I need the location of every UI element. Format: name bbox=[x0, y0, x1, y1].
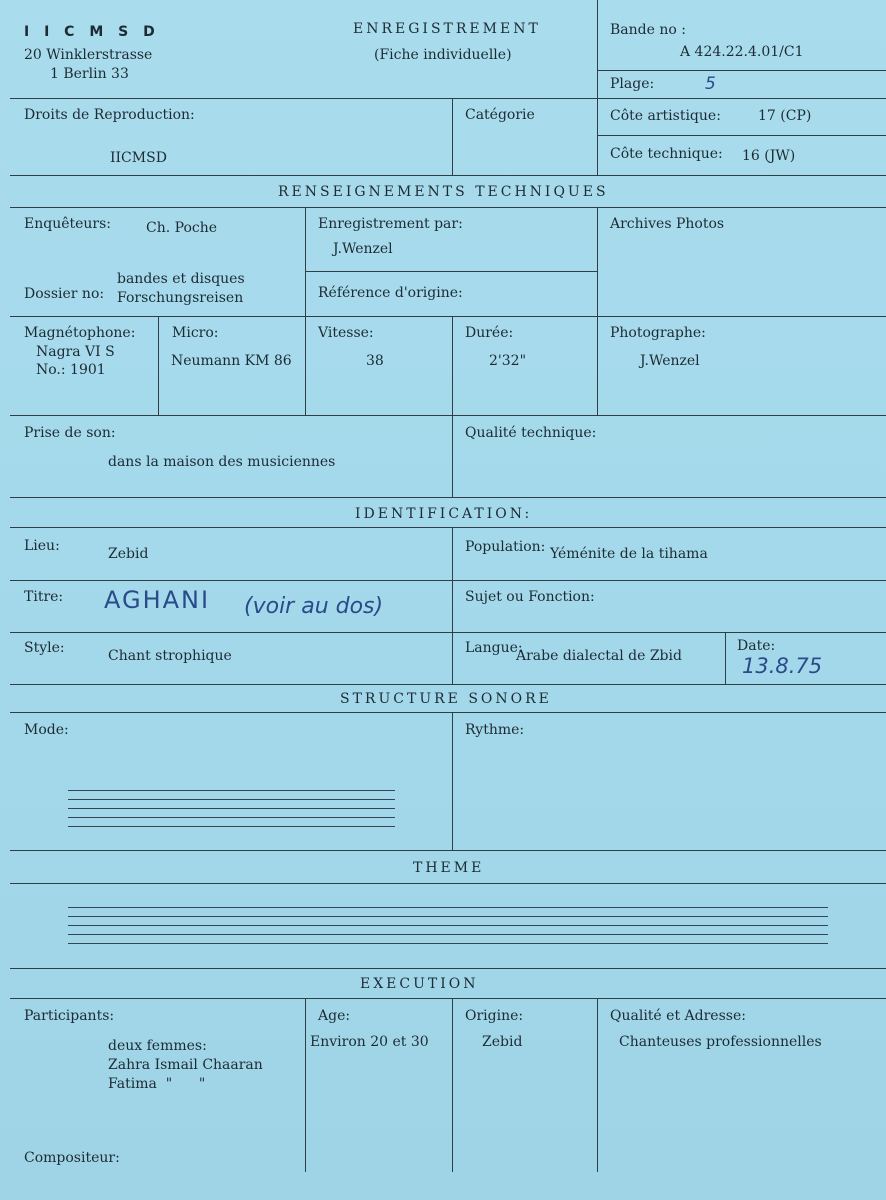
titre-value: AGHANI bbox=[104, 586, 211, 614]
photographe-value: J.Wenzel bbox=[640, 353, 700, 369]
cote-technique-label: Côte technique: bbox=[610, 146, 723, 162]
org-street: 20 Winklerstrasse bbox=[24, 47, 153, 63]
duree-label: Durée: bbox=[465, 325, 514, 341]
population-value: Yéménite de la tihama bbox=[550, 546, 708, 562]
section-theme: THEME bbox=[413, 860, 485, 876]
lieu-value: Zebid bbox=[108, 546, 149, 562]
vitesse-label: Vitesse: bbox=[318, 325, 374, 341]
staff-line bbox=[68, 808, 395, 809]
divider bbox=[10, 415, 886, 416]
section-structure: STRUCTURE SONORE bbox=[340, 691, 552, 707]
micro-value: Neumann KM 86 bbox=[171, 353, 292, 369]
divider bbox=[597, 0, 598, 175]
form-title: ENREGISTREMENT bbox=[353, 21, 541, 37]
org-name: I I C M S D bbox=[24, 24, 160, 40]
bande-value: A 424.22.4.01/C1 bbox=[680, 44, 804, 60]
staff-line bbox=[68, 916, 828, 917]
date-value: 13.8.75 bbox=[742, 654, 823, 678]
divider bbox=[158, 316, 159, 415]
divider bbox=[452, 316, 453, 497]
divider bbox=[452, 712, 453, 850]
lieu-label: Lieu: bbox=[24, 538, 60, 554]
dossier-value-line2: Forschungsreisen bbox=[117, 290, 244, 306]
participants-line1: deux femmes: bbox=[108, 1038, 207, 1054]
style-value: Chant strophique bbox=[108, 648, 232, 664]
magnetophone-value-line2: No.: 1901 bbox=[36, 362, 106, 378]
divider bbox=[10, 207, 886, 208]
divider bbox=[10, 497, 886, 498]
staff-line bbox=[68, 943, 828, 944]
micro-label: Micro: bbox=[172, 325, 219, 341]
divider bbox=[10, 175, 886, 176]
dossier-value-line1: bandes et disques bbox=[117, 271, 245, 287]
enregistrement-par-label: Enregistrement par: bbox=[318, 216, 463, 232]
divider bbox=[10, 883, 886, 884]
enqueteurs-value: Ch. Poche bbox=[146, 220, 218, 236]
divider bbox=[725, 632, 726, 684]
divider bbox=[597, 70, 886, 71]
divider bbox=[452, 98, 453, 175]
duree-value: 2'32" bbox=[489, 353, 527, 369]
plage-label: Plage: bbox=[610, 76, 655, 92]
divider bbox=[305, 207, 306, 415]
age-value: Environ 20 et 30 bbox=[310, 1034, 429, 1050]
vitesse-value: 38 bbox=[366, 353, 384, 369]
langue-label: Langue: bbox=[465, 640, 523, 656]
droits-value: IICMSD bbox=[110, 150, 167, 166]
participants-line3: Fatima " " bbox=[108, 1076, 206, 1092]
prise-de-son-value: dans la maison des musiciennes bbox=[108, 454, 336, 470]
divider bbox=[597, 207, 598, 415]
divider bbox=[452, 998, 453, 1172]
magnetophone-value-line1: Nagra VI S bbox=[36, 344, 115, 360]
cote-technique-value: 16 (JW) bbox=[742, 148, 796, 164]
divider bbox=[10, 684, 886, 685]
participants-label: Participants: bbox=[24, 1008, 115, 1024]
staff-line bbox=[68, 826, 395, 827]
date-label: Date: bbox=[737, 638, 776, 654]
magnetophone-label: Magnétophone: bbox=[24, 325, 136, 341]
divider bbox=[10, 712, 886, 713]
divider bbox=[305, 998, 306, 1172]
reference-label: Référence d'origine: bbox=[318, 285, 463, 301]
divider bbox=[10, 850, 886, 851]
langue-value: Arabe dialectal de Zbid bbox=[516, 648, 682, 664]
plage-value: 5 bbox=[705, 74, 716, 94]
staff-line bbox=[68, 790, 395, 791]
origine-value: Zebid bbox=[482, 1034, 523, 1050]
section-execution: EXECUTION bbox=[360, 976, 479, 992]
divider bbox=[10, 580, 886, 581]
titre-note: (voir au dos) bbox=[244, 594, 384, 619]
staff-line bbox=[68, 925, 828, 926]
origine-label: Origine: bbox=[465, 1008, 524, 1024]
divider bbox=[305, 271, 597, 272]
form-subtitle: (Fiche individuelle) bbox=[374, 47, 512, 63]
sujet-label: Sujet ou Fonction: bbox=[465, 589, 595, 605]
divider bbox=[597, 135, 886, 136]
titre-label: Titre: bbox=[24, 589, 64, 605]
org-city: 1 Berlin 33 bbox=[50, 66, 129, 82]
categorie-label: Catégorie bbox=[465, 107, 535, 123]
divider bbox=[10, 98, 886, 99]
divider bbox=[10, 527, 886, 528]
staff-line bbox=[68, 799, 395, 800]
age-label: Age: bbox=[318, 1008, 351, 1024]
population-label: Population: bbox=[465, 539, 546, 555]
compositeur-label: Compositeur: bbox=[24, 1150, 120, 1166]
divider bbox=[10, 968, 886, 969]
staff-line bbox=[68, 934, 828, 935]
droits-label: Droits de Reproduction: bbox=[24, 107, 195, 123]
rythme-label: Rythme: bbox=[465, 722, 525, 738]
divider bbox=[452, 527, 453, 684]
staff-line bbox=[68, 817, 395, 818]
prise-de-son-label: Prise de son: bbox=[24, 425, 116, 441]
bande-label: Bande no : bbox=[610, 22, 686, 38]
staff-line bbox=[68, 907, 828, 908]
divider bbox=[597, 998, 598, 1172]
qualite-technique-label: Qualité technique: bbox=[465, 425, 597, 441]
style-label: Style: bbox=[24, 640, 65, 656]
enqueteurs-label: Enquêteurs: bbox=[24, 216, 112, 232]
qualite-adresse-value: Chanteuses professionnelles bbox=[619, 1034, 822, 1050]
divider bbox=[10, 998, 886, 999]
cote-artistique-value: 17 (CP) bbox=[758, 108, 812, 124]
dossier-label: Dossier no: bbox=[24, 286, 105, 302]
mode-label: Mode: bbox=[24, 722, 69, 738]
section-renseignements: RENSEIGNEMENTS TECHNIQUES bbox=[278, 184, 609, 200]
divider bbox=[10, 316, 886, 317]
divider bbox=[10, 632, 886, 633]
enregistrement-par-value: J.Wenzel bbox=[333, 241, 393, 257]
photographe-label: Photographe: bbox=[610, 325, 706, 341]
archives-photos-label: Archives Photos bbox=[610, 216, 725, 232]
participants-line2: Zahra Ismail Chaaran bbox=[108, 1057, 263, 1073]
cote-artistique-label: Côte artistique: bbox=[610, 108, 721, 124]
qualite-adresse-label: Qualité et Adresse: bbox=[610, 1008, 746, 1024]
section-identification: IDENTIFICATION: bbox=[355, 506, 533, 522]
